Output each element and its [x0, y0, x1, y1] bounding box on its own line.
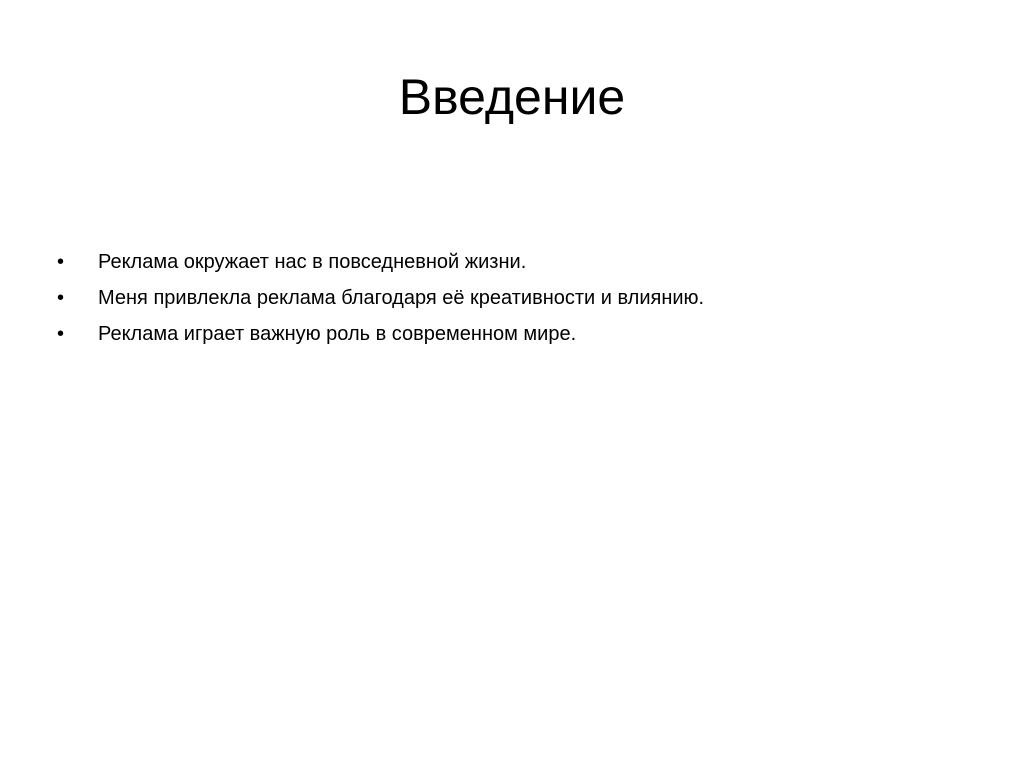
bullet-icon: • — [57, 323, 65, 345]
list-item — [57, 280, 977, 316]
bullet-icon: • — [57, 251, 65, 273]
bullet-list — [57, 244, 977, 352]
bullet-icon: • — [57, 287, 65, 309]
list-item — [57, 316, 977, 352]
list-item — [57, 244, 977, 280]
bullet-text: Реклама играет важную роль в современном мире. — [98, 323, 577, 345]
bullet-text: Меня привлекла реклама благодаря её креативности и влиянию. — [98, 287, 705, 309]
bullet-text: Реклама окружает нас в повседневной жизни. — [98, 251, 527, 273]
slide-title: Введение — [398, 69, 626, 125]
